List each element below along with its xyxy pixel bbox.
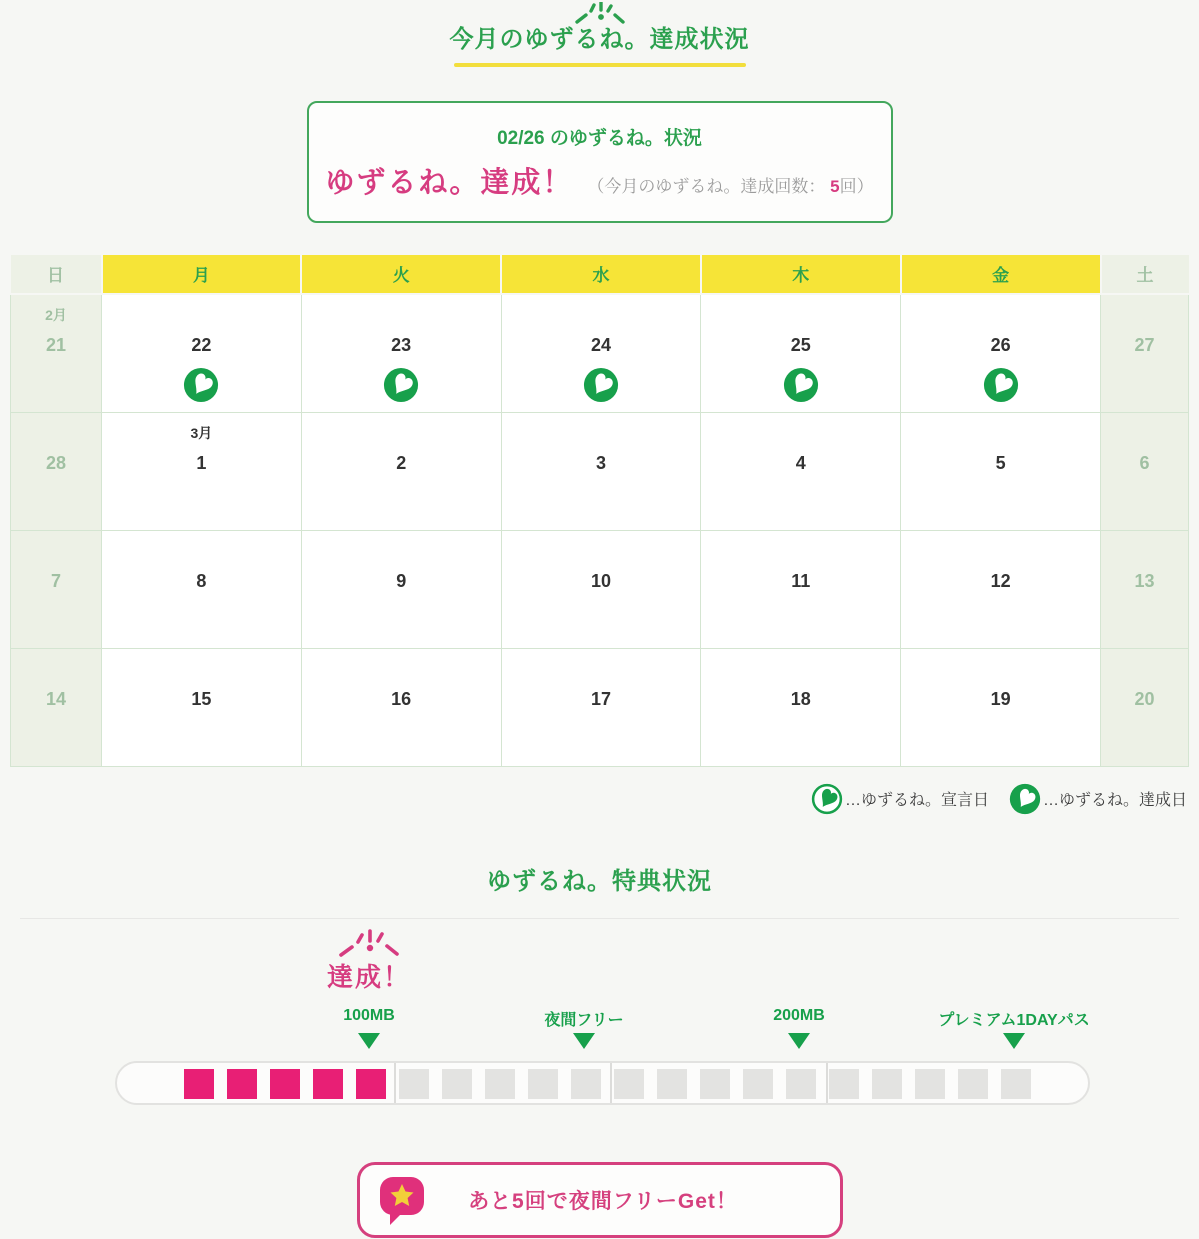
date-number: 11 bbox=[791, 570, 811, 591]
date-number: 26 bbox=[990, 334, 1011, 355]
date-number: 25 bbox=[790, 334, 811, 355]
next-benefit-notice-button[interactable] bbox=[357, 1162, 843, 1238]
calendar-cell bbox=[11, 412, 102, 530]
calendar-cell bbox=[501, 530, 701, 648]
calendar-cell bbox=[701, 294, 901, 413]
date-number: 27 bbox=[1134, 334, 1155, 355]
calendar-cell bbox=[701, 648, 901, 766]
yuzurune-achieved-icon bbox=[1009, 783, 1041, 815]
status-count-text: （今月のゆずるね。達成回数： 5回） bbox=[587, 176, 874, 196]
progress-square-empty bbox=[872, 1069, 902, 1099]
calendar-cell bbox=[11, 530, 102, 648]
calendar-day-header-6: 土 bbox=[1101, 255, 1189, 294]
progress-square-empty bbox=[700, 1069, 730, 1099]
status-count-value: 5 bbox=[830, 176, 840, 196]
date-number: 13 bbox=[1134, 570, 1155, 591]
calendar-cell bbox=[901, 530, 1101, 648]
calendar bbox=[10, 255, 1189, 767]
progress-square-empty bbox=[743, 1069, 773, 1099]
milestone-label: 夜間フリー bbox=[544, 1011, 624, 1029]
date-number: 8 bbox=[196, 570, 207, 591]
calendar-day-header-5: 金 bbox=[901, 255, 1101, 294]
progress-square-empty bbox=[1001, 1069, 1031, 1099]
milestone-label: 200MB bbox=[773, 1006, 825, 1024]
calendar-day-header-4: 木 bbox=[701, 255, 901, 294]
sparkle-icon bbox=[568, 2, 632, 24]
date-number: 1 bbox=[196, 452, 207, 473]
date-number: 5 bbox=[995, 452, 1006, 473]
legend-label: …ゆずるね。宣言日 bbox=[844, 792, 989, 810]
calendar-cell bbox=[501, 294, 701, 413]
calendar-cell bbox=[701, 412, 901, 530]
yuzurune-achieved-icon bbox=[383, 367, 419, 403]
achieved-mark bbox=[183, 367, 219, 408]
date-number: 20 bbox=[1134, 688, 1155, 709]
calendar-cell bbox=[1101, 648, 1189, 766]
date-number: 12 bbox=[990, 570, 1011, 591]
progress-square-empty bbox=[657, 1069, 687, 1099]
date-number: 18 bbox=[790, 688, 811, 709]
calendar-day-header-2: 火 bbox=[301, 255, 501, 294]
yuzurune-declared-icon bbox=[811, 783, 843, 815]
milestone-triangle-icon bbox=[1003, 1033, 1025, 1049]
status-result-row bbox=[309, 160, 891, 201]
date-number: 7 bbox=[50, 570, 61, 591]
status-date-line: 02/26 のゆずるね。状況 bbox=[497, 127, 702, 149]
bar-group-divider bbox=[610, 1063, 612, 1103]
notice-text: あと5回で夜間フリーGet！ bbox=[468, 1189, 738, 1213]
date-number: 4 bbox=[795, 452, 806, 473]
page-title: 今月のゆずるね。達成状況 bbox=[449, 26, 750, 53]
calendar-cell bbox=[1101, 530, 1189, 648]
date-number: 19 bbox=[990, 688, 1011, 709]
date-number: 24 bbox=[590, 334, 611, 355]
achieved-mark bbox=[583, 367, 619, 408]
milestone-label: 100MB bbox=[343, 1006, 395, 1024]
progress-square-empty bbox=[829, 1069, 859, 1099]
calendar-cell bbox=[102, 294, 302, 413]
calendar-cell bbox=[301, 648, 501, 766]
calendar-cell bbox=[301, 412, 501, 530]
today-status-card bbox=[307, 101, 893, 223]
milestone-triangle-icon bbox=[573, 1033, 595, 1049]
legend-label: …ゆずるね。達成日 bbox=[1042, 792, 1187, 810]
milestone-triangle-icon bbox=[788, 1033, 810, 1049]
date-number: 22 bbox=[191, 334, 212, 355]
progress-square-empty bbox=[786, 1069, 816, 1099]
calendar-cell bbox=[11, 294, 102, 413]
calendar-cell bbox=[1101, 412, 1189, 530]
progress-square-empty bbox=[399, 1069, 429, 1099]
progress-square-empty bbox=[614, 1069, 644, 1099]
progress-square-empty bbox=[958, 1069, 988, 1099]
progress-square-filled bbox=[270, 1069, 300, 1099]
calendar-cell bbox=[102, 412, 302, 530]
date-number: 6 bbox=[1139, 452, 1150, 473]
milestone-triangle-icon bbox=[358, 1033, 380, 1049]
achieved-label: 達成！ bbox=[326, 961, 412, 992]
calendar-cell bbox=[901, 648, 1101, 766]
calendar-day-header-1: 月 bbox=[102, 255, 302, 294]
section-divider bbox=[20, 918, 1179, 919]
calendar-day-header-3: 水 bbox=[501, 255, 701, 294]
calendar-week-row bbox=[11, 530, 1189, 648]
date-number: 3 bbox=[595, 452, 606, 473]
calendar-cell bbox=[1101, 294, 1189, 413]
date-number: 9 bbox=[396, 570, 407, 591]
progress-square-empty bbox=[442, 1069, 472, 1099]
progress-square-filled bbox=[227, 1069, 257, 1099]
yuzurune-achieved-icon bbox=[983, 367, 1019, 403]
benefits-heading: ゆずるね。特典状況 bbox=[487, 867, 712, 895]
speech-bubble-star-icon bbox=[377, 1174, 427, 1226]
date-number: 17 bbox=[590, 688, 611, 709]
progress-square-empty bbox=[528, 1069, 558, 1099]
benefits-progress bbox=[115, 929, 1090, 1114]
date-number: 23 bbox=[391, 334, 412, 355]
date-number: 28 bbox=[45, 452, 67, 473]
date-number: 14 bbox=[45, 688, 67, 709]
date-number: 2 bbox=[396, 452, 407, 473]
title-underline bbox=[454, 63, 746, 67]
status-result-text: ゆずるね。達成！ bbox=[325, 166, 574, 199]
calendar-cell bbox=[11, 648, 102, 766]
calendar-cell bbox=[701, 530, 901, 648]
legend-item bbox=[1009, 783, 1187, 815]
yuzurune-achieved-icon bbox=[183, 367, 219, 403]
date-number: 10 bbox=[590, 570, 611, 591]
calendar-cell bbox=[102, 530, 302, 648]
calendar-cell bbox=[301, 530, 501, 648]
sparkle-icon bbox=[333, 929, 405, 959]
calendar-cell bbox=[501, 648, 701, 766]
bar-group-divider bbox=[826, 1063, 828, 1103]
calendar-cell bbox=[501, 412, 701, 530]
achievement-status-section bbox=[0, 0, 1199, 67]
yuzurune-achieved-icon bbox=[783, 367, 819, 403]
calendar-legend bbox=[12, 783, 1187, 815]
progress-square-empty bbox=[485, 1069, 515, 1099]
legend-item bbox=[811, 783, 989, 815]
calendar-day-header-0: 日 bbox=[11, 255, 102, 294]
milestone-label: プレミアム1DAYパス bbox=[938, 1011, 1090, 1029]
date-number: 21 bbox=[45, 334, 67, 355]
calendar-cell bbox=[901, 412, 1101, 530]
progress-square-empty bbox=[915, 1069, 945, 1099]
achieved-mark bbox=[383, 367, 419, 408]
yuzurune-achieved-icon bbox=[583, 367, 619, 403]
calendar-cell bbox=[901, 294, 1101, 413]
achieved-flag bbox=[327, 929, 411, 990]
benefit-progress-bar bbox=[115, 1061, 1090, 1105]
progress-square-empty bbox=[571, 1069, 601, 1099]
achieved-mark bbox=[983, 367, 1019, 408]
calendar-cell bbox=[102, 648, 302, 766]
date-number: 16 bbox=[391, 688, 412, 709]
calendar-week-row bbox=[11, 412, 1189, 530]
bar-group-divider bbox=[394, 1063, 396, 1103]
achieved-mark bbox=[783, 367, 819, 408]
date-number: 15 bbox=[191, 688, 212, 709]
calendar-header-row bbox=[11, 255, 1189, 294]
progress-square-filled bbox=[313, 1069, 343, 1099]
progress-square-filled bbox=[184, 1069, 214, 1099]
month-label: 2月 bbox=[45, 306, 67, 323]
month-label: 3月 bbox=[190, 424, 213, 441]
calendar-week-row bbox=[11, 294, 1189, 413]
calendar-week-row bbox=[11, 648, 1189, 766]
calendar-cell bbox=[301, 294, 501, 413]
progress-square-filled bbox=[356, 1069, 386, 1099]
